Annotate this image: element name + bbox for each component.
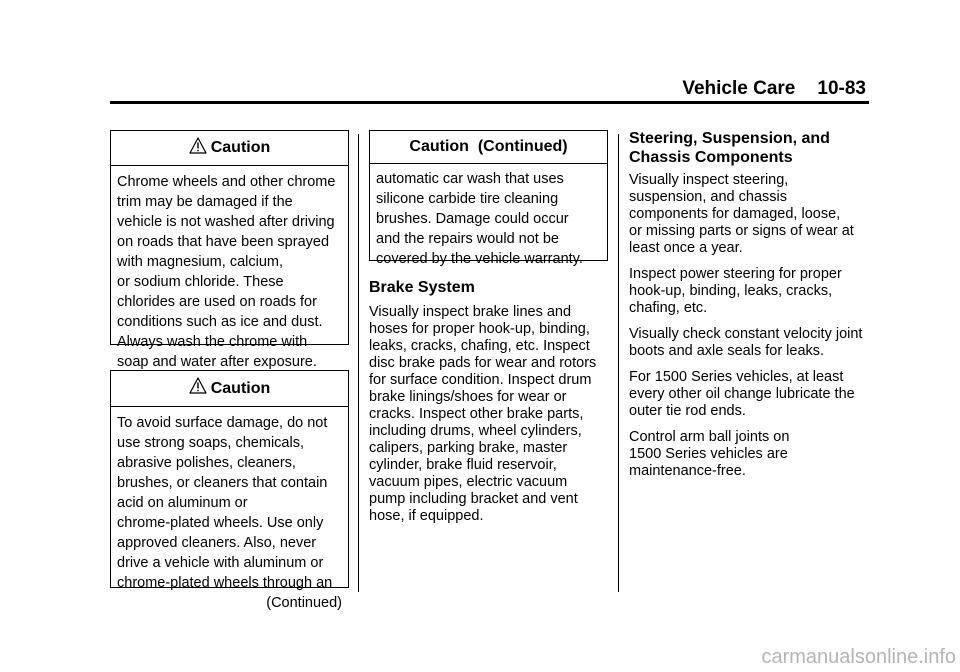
text-line: pump including bracket and vent	[369, 491, 578, 507]
caution-title: Caution	[210, 139, 271, 156]
caution-header	[370, 131, 607, 164]
caution-line: covered by the vehicle warranty.	[376, 251, 583, 267]
caution-title: Caution	[210, 379, 271, 397]
caution-box-cleaners	[110, 370, 349, 611]
text-line: chafing, etc.	[629, 300, 708, 316]
text-line: calipers, parking brake, master	[369, 440, 568, 456]
text-line: disc brake pads for wear and rotors	[369, 355, 597, 371]
column-divider-right	[618, 134, 619, 592]
text-line: 1500 Series vehicles are	[629, 446, 788, 462]
text-line: hose, if equipped.	[369, 508, 484, 524]
brake-system-heading: Brake System	[369, 279, 475, 296]
caution-line: silicone carbide tire cleaning	[376, 191, 559, 207]
text-line: least once a year.	[629, 240, 743, 256]
page-number: 10-83	[817, 78, 866, 99]
caution-body	[370, 164, 607, 269]
text-line: cylinder, brake fluid reservoir,	[369, 457, 557, 473]
caution-header	[111, 371, 348, 407]
text-line: For 1500 Series vehicles, at least	[629, 369, 844, 385]
caution-box-continued	[369, 130, 608, 267]
steering-text	[629, 172, 874, 489]
text-line: or missing parts or signs of wear at	[629, 223, 854, 239]
text-line: leaks, cracks, chafing, etc. Inspect	[369, 338, 590, 354]
text-line: every other oil change lubricate the	[629, 386, 855, 402]
caution-line: Chrome wheels and other chrome	[117, 174, 336, 190]
caution-line: conditions such as ice and dust.	[117, 314, 323, 330]
page-header	[0, 78, 866, 100]
steering-heading-line: Steering, Suspension, and	[629, 130, 830, 147]
continued-label: (Continued)	[266, 595, 342, 611]
watermark-link[interactable]: carmanualsonline.info	[761, 646, 956, 668]
caution-line: approved cleaners. Also, never	[117, 535, 317, 551]
caution-body	[111, 407, 348, 593]
caution-line: brushes, or cleaners that contain	[117, 475, 328, 491]
text-line: boots and axle seals for leaks.	[629, 343, 825, 359]
caution-box-chrome	[110, 130, 349, 370]
paragraph	[629, 369, 874, 420]
paragraph	[629, 266, 874, 317]
caution-line: brushes. Damage could occur	[376, 211, 569, 227]
text-line: Control arm ball joints on	[629, 429, 790, 445]
caution-header	[111, 131, 348, 166]
section-title-header: Vehicle Care	[682, 78, 796, 99]
paragraph	[629, 429, 874, 480]
text-line: maintenance-free.	[629, 463, 746, 479]
caution-line: on roads that have been sprayed	[117, 234, 330, 250]
text-line: hook-up, binding, leaks, cracks,	[629, 283, 833, 299]
text-line: Visually inspect steering,	[629, 172, 789, 188]
text-line: hoses for proper hook-up, binding,	[369, 321, 590, 337]
caution-body	[111, 166, 348, 372]
caution-line: drive a vehicle with aluminum or	[117, 555, 324, 571]
text-line: Inspect power steering for proper	[629, 266, 842, 282]
text-line: brake linings/shoes for wear or	[369, 389, 567, 405]
text-line: Visually inspect brake lines and	[369, 304, 572, 320]
paragraph	[629, 172, 874, 257]
caution-line: trim may be damaged if the	[117, 194, 293, 210]
caution-line: soap and water after exposure.	[117, 354, 317, 370]
caution-line: use strong soaps, chemicals,	[117, 435, 304, 451]
paragraph	[629, 326, 874, 360]
caution-line: chlorides are used on roads for	[117, 294, 317, 310]
text-line: for surface condition. Inspect drum	[369, 372, 592, 388]
warning-triangle-icon	[189, 377, 207, 394]
text-line: components for damaged, loose,	[629, 206, 841, 222]
caution-line: automatic car wash that uses	[376, 171, 564, 187]
caution-line: chrome-plated wheels. Use only	[117, 515, 324, 531]
caution-line: or sodium chloride. These	[117, 274, 284, 290]
caution-line: vehicle is not washed after driving	[117, 214, 335, 230]
brake-system-text	[369, 304, 614, 525]
caution-line: and the repairs would not be	[376, 231, 559, 247]
caution-title: Caution (Continued)	[409, 138, 568, 155]
text-line: outer tie rod ends.	[629, 403, 746, 419]
steering-heading	[629, 129, 830, 167]
warning-triangle-icon	[189, 137, 207, 154]
caution-line: chrome-plated wheels through an	[117, 575, 333, 591]
text-line: Visually check constant velocity joint	[629, 326, 863, 342]
text-line: including drums, wheel cylinders,	[369, 423, 582, 439]
caution-line: with magnesium, calcium,	[117, 254, 283, 270]
caution-line: acid on aluminum or	[117, 495, 248, 511]
steering-heading-line: Chassis Components	[629, 149, 793, 166]
caution-line: Always wash the chrome with	[117, 334, 308, 350]
column-divider-left	[358, 134, 359, 592]
text-line: vacuum pipes, electric vacuum	[369, 474, 568, 490]
text-line: cracks. Inspect other brake parts,	[369, 406, 584, 422]
header-rule	[110, 101, 869, 104]
text-line: suspension, and chassis	[629, 189, 787, 205]
caution-line: To avoid surface damage, do not	[117, 415, 328, 431]
caution-line: abrasive polishes, cleaners,	[117, 455, 296, 471]
